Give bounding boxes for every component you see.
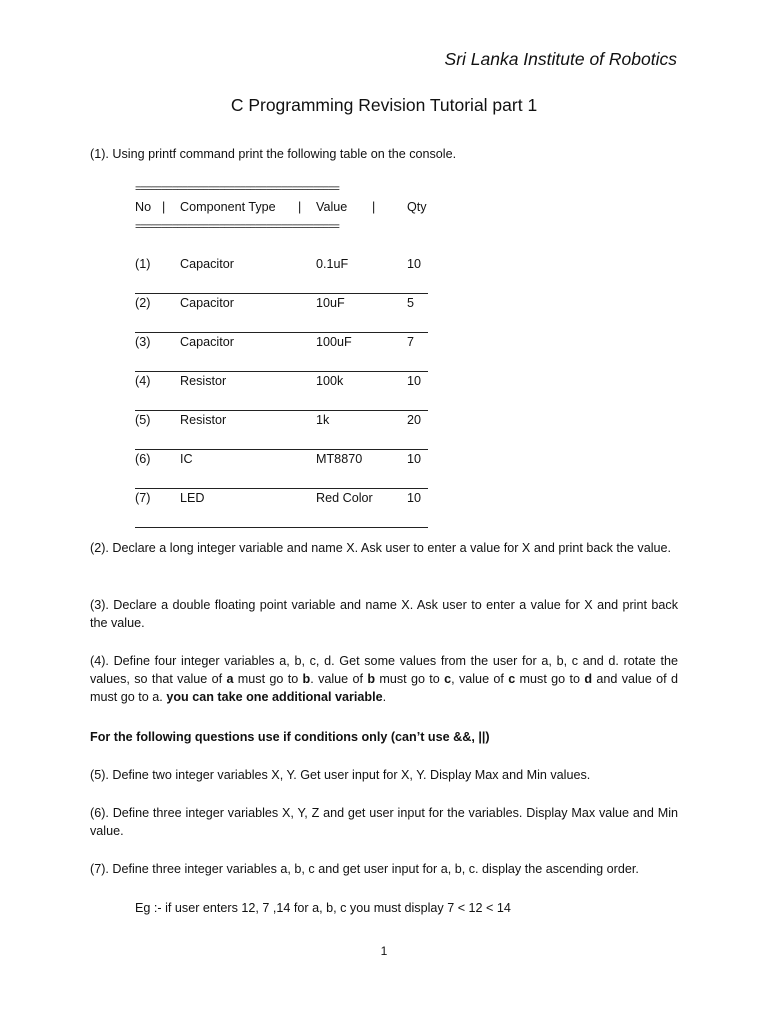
- row-no: (3): [135, 335, 151, 349]
- header-pipe: |: [162, 200, 166, 214]
- header-type: Component Type: [180, 200, 276, 214]
- row-type: LED: [180, 491, 205, 505]
- question-5: (5). Define two integer variables X, Y. Get user input for X, Y. Display Max and Min values.: [90, 768, 591, 782]
- question-3: (3). Declare a double floating point variable and name X. Ask user to enter a value for X and print back the value.: [90, 598, 678, 630]
- row-no: (4): [135, 374, 151, 388]
- row-value: 100k: [316, 374, 344, 388]
- row-type: Resistor: [180, 413, 227, 427]
- section-instruction: For the following questions use if conditions only (can’t use &&, ||): [90, 730, 490, 744]
- question-7-example: Eg :- if user enters 12, 7 ,14 for a, b, c you must display 7 < 12 < 14: [135, 901, 511, 915]
- table-header: [135, 198, 428, 218]
- page-title: C Programming Revision Tutorial part 1: [230, 95, 538, 115]
- question-4: (4). Define four integer variables a, b, c, d. Get some values from the user for a, b, c and d. rotate the values, so that value of a must go to b. value of b must go to c, value of c must go to d and value of d must go to a. you can take one additional variable.: [90, 654, 678, 704]
- table-separator-bottom: =======================================: [135, 221, 339, 233]
- table-row: [135, 294, 428, 333]
- row-no: (5): [135, 413, 151, 427]
- header-pipe: |: [372, 200, 376, 214]
- table-row: [135, 489, 428, 528]
- row-type: Capacitor: [180, 296, 234, 310]
- table-separator-top: =======================================: [135, 183, 339, 195]
- question-6: (6). Define three integer variables X, Y, Z and get user input for the variables. Display Max value and Min value.: [90, 806, 678, 838]
- row-value: 1k: [316, 413, 330, 427]
- row-value: 10uF: [316, 296, 345, 310]
- console-table: [135, 180, 428, 528]
- header-pipe: |: [298, 200, 302, 214]
- row-qty: 20: [407, 413, 422, 427]
- row-qty: 10: [407, 257, 422, 271]
- row-type: IC: [180, 452, 193, 466]
- row-value: Red Color: [316, 491, 373, 505]
- institute-header: Sri Lanka Institute of Robotics: [444, 49, 677, 69]
- question-2: (2). Declare a long integer variable and name X. Ask user to enter a value for X and print back the value.: [90, 541, 672, 555]
- row-type: Capacitor: [180, 257, 234, 271]
- row-qty: 7: [407, 335, 415, 349]
- row-qty: 10: [407, 491, 422, 505]
- row-no: (2): [135, 296, 151, 310]
- header-qty: Qty: [407, 200, 427, 214]
- question-7: (7). Define three integer variables a, b, c and get user input for a, b, c. display the ascending order.: [90, 862, 639, 876]
- header-value: Value: [316, 200, 348, 214]
- row-no: (6): [135, 452, 151, 466]
- table-row: [135, 450, 428, 489]
- question-1: (1). Using printf command print the following table on the console.: [90, 147, 457, 161]
- row-no: (7): [135, 491, 151, 505]
- table-row: [135, 255, 428, 294]
- row-qty: 10: [407, 452, 422, 466]
- table-row: [135, 333, 428, 372]
- row-qty: 5: [407, 296, 415, 310]
- header-no: No: [135, 200, 152, 214]
- row-value: 100uF: [316, 335, 352, 349]
- row-value: MT8870: [316, 452, 363, 466]
- page-number: 1: [380, 944, 388, 958]
- row-qty: 10: [407, 374, 422, 388]
- table-row: [135, 372, 428, 411]
- row-no: (1): [135, 257, 151, 271]
- row-value: 0.1uF: [316, 257, 349, 271]
- row-type: Resistor: [180, 374, 227, 388]
- table-row: [135, 411, 428, 450]
- row-type: Capacitor: [180, 335, 234, 349]
